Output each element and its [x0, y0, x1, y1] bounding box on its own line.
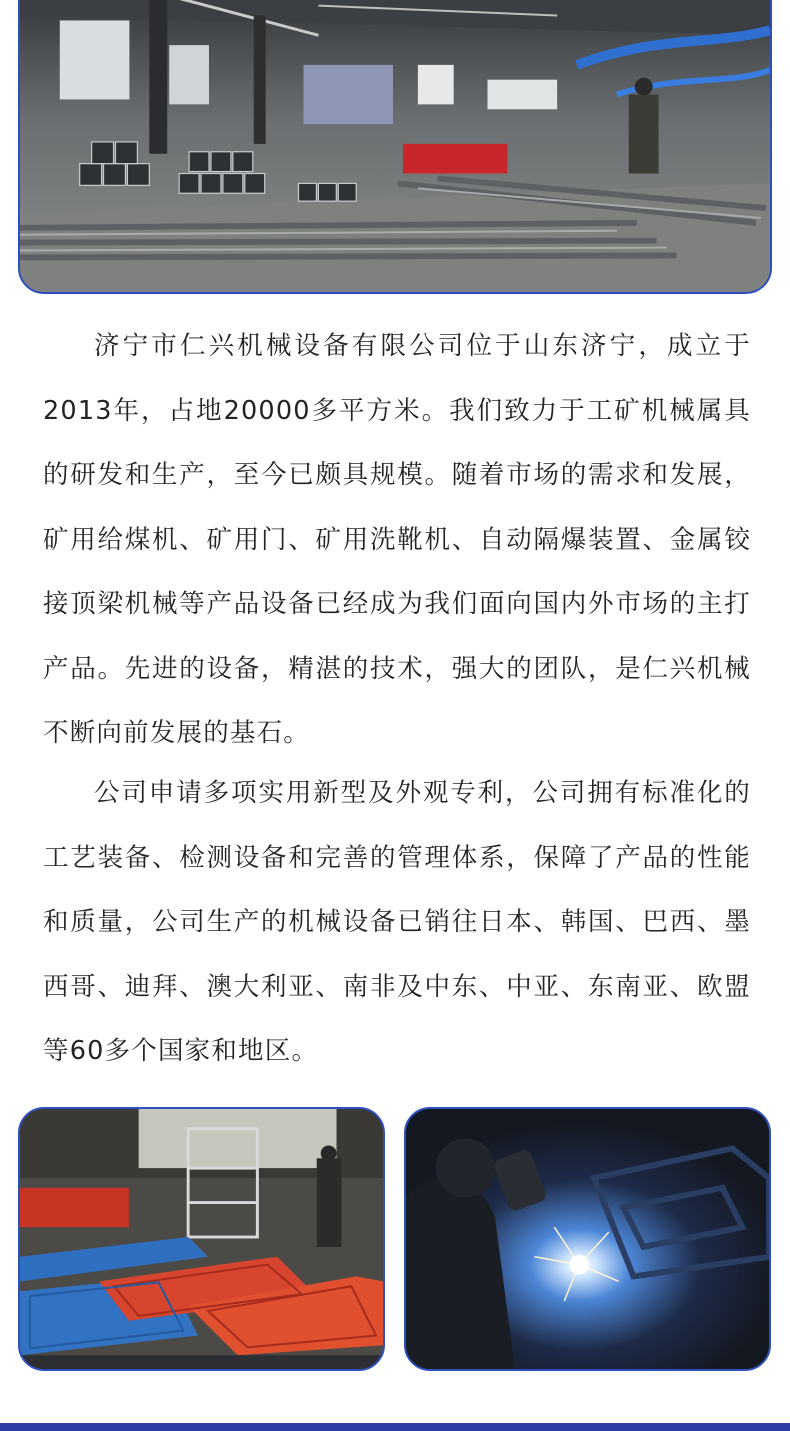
bottom-accent-bar: [0, 1423, 790, 1431]
mine-doors-photo: [18, 1107, 385, 1371]
company-intro-paragraph: 济宁市仁兴机械设备有限公司位于山东济宁，成立于2013年，占地20000多平方米。我们致力于工矿机械属具的研发和生产，至今已颇具规模。随着市场的需求和发展，矿用给煤机、矿用门、矿用洗靴机、自动隔爆装置、金属铰接顶梁机械等产品设备已经成为我们面向国内外市场的主打产品。先进的设备，精湛的技术，强大的团队，是仁兴机械不断向前发展的基石。: [43, 331, 751, 748]
workshop-photo: [18, 0, 772, 294]
welding-photo: [404, 1107, 771, 1371]
patents-export-paragraph: 公司申请多项实用新型及外观专利，公司拥有标准化的工艺装备、检测设备和完善的管理体系，保障了产品的性能和质量，公司生产的机械设备已销往日本、韩国、巴西、墨西哥、迪拜、澳大利亚、南非及中东、中亚、东南亚、欧盟等60多个国家和地区。: [43, 778, 751, 1066]
